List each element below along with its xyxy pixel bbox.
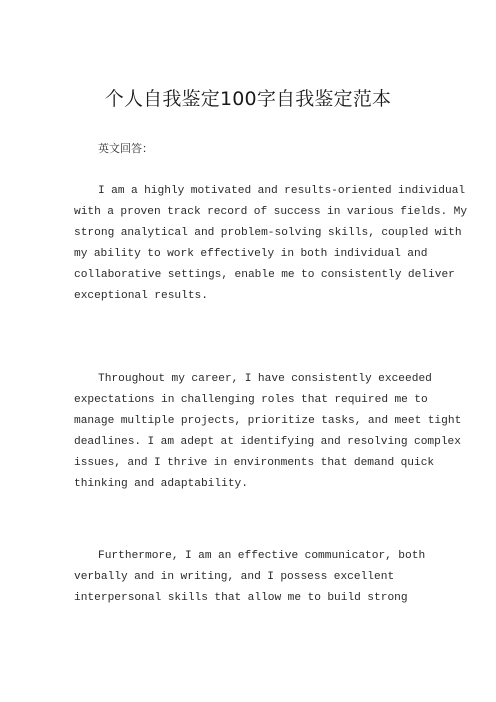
paragraph-line: Throughout my career, I have consistently exceeded <box>98 373 432 385</box>
document-title: 个人自我鉴定100字自我鉴定范本 <box>104 88 392 110</box>
paragraph-1 <box>74 181 468 307</box>
section-label: 英文回答： <box>98 142 153 155</box>
paragraph-line: issues, and I thrive in environments that demand quick <box>74 457 435 469</box>
paragraph-line: my ability to work effectively in both individual and <box>74 248 428 260</box>
paragraph-line: exceptional results. <box>74 290 208 302</box>
paragraph-line: expectations in challenging roles that required me to <box>74 394 428 406</box>
paragraph-line: manage multiple projects, prioritize tasks, and meet tight <box>74 415 462 427</box>
paragraph-line: thinking and adaptability. <box>74 478 248 490</box>
paragraph-line: interpersonal skills that allow me to build strong <box>74 592 408 604</box>
paragraph-line: I am a highly motivated and results-oriented individual <box>98 185 466 197</box>
paragraph-2 <box>74 369 462 495</box>
paragraph-line: collaborative settings, enable me to consistently deliver <box>74 269 455 281</box>
paragraph-3 <box>74 546 426 609</box>
paragraph-line: strong analytical and problem-solving skills, coupled with <box>74 227 462 239</box>
paragraph-line: Furthermore, I am an effective communicator, both <box>98 550 426 562</box>
paragraph-line: verbally and in writing, and I possess excellent <box>74 571 395 583</box>
paragraph-line: deadlines. I am adept at identifying and resolving complex <box>74 436 461 448</box>
paragraph-line: with a proven track record of success in various fields. My <box>74 206 468 218</box>
